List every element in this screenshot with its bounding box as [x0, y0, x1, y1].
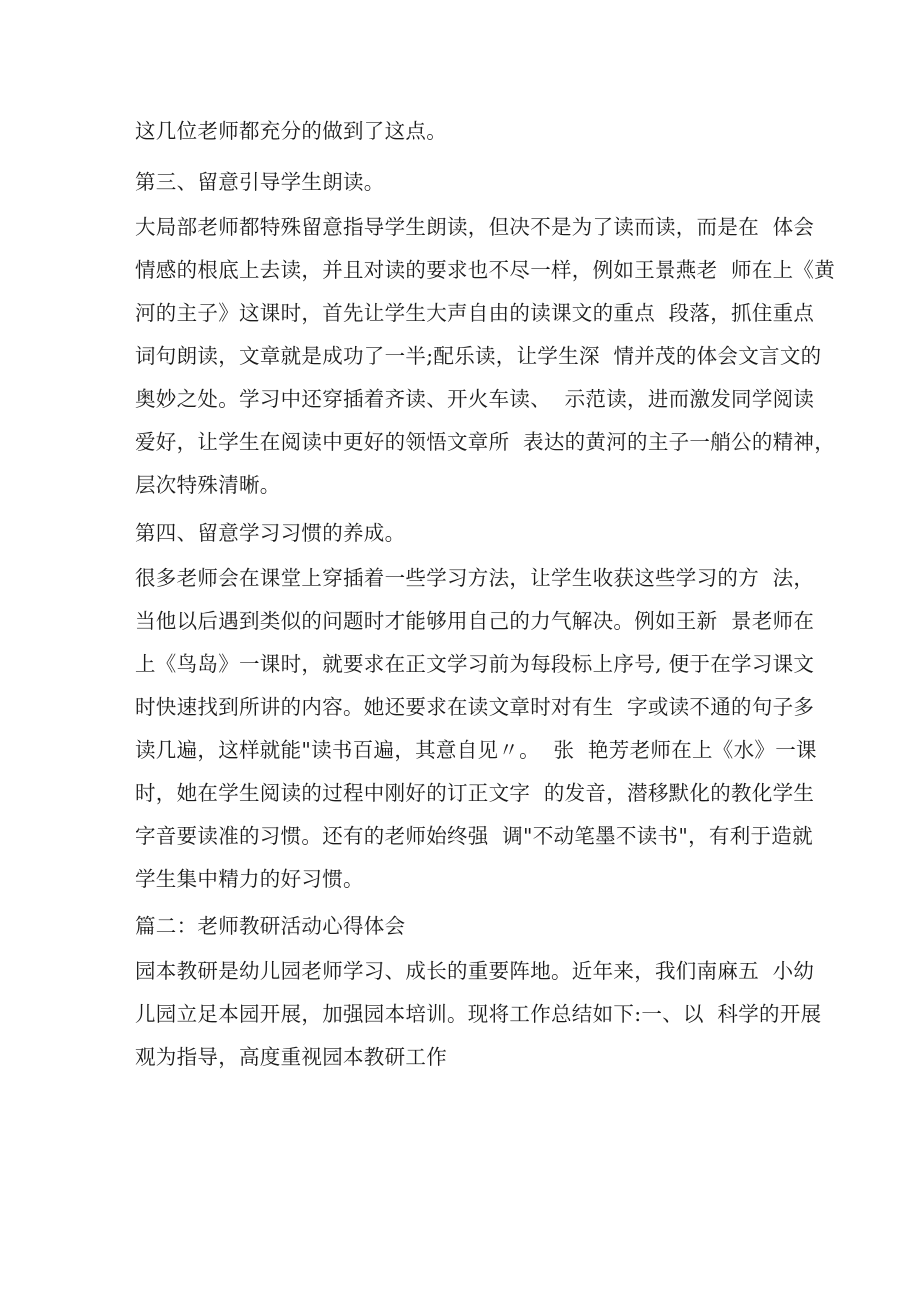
- text-line: 时，她在学生阅读的过程中刚好的订正文字 的发音，潜移默化的教化学生: [135, 781, 815, 805]
- article-heading: 篇二：老师教研活动心得体会: [135, 914, 406, 938]
- text-line: 大局部老师都特殊留意指导学生朗读，但决不是为了读而读，而是在 体会: [135, 215, 815, 239]
- text-line: 词句朗读，文章就是成功了一半;配乐读，让学生深 情并茂的体会文言文的: [135, 344, 822, 368]
- text-line: 儿园立足本园开展，加强园本培训。现将工作总结如下:一、以 科学的开展: [135, 1002, 822, 1026]
- text-line: 河的主子》这课时，首先让学生大声自由的读课文的重点 段落，抓住重点: [135, 301, 815, 325]
- text-line: 时快速找到所讲的内容。她还要求在读文章时对有生 字或读不通的句子多: [135, 695, 815, 719]
- text-line: 字音要读准的习惯。还有的老师始终强 调"不动笔墨不读书"，有利于造就: [135, 824, 813, 848]
- text-line: 读几遍，这样就能"读书百遍，其意自见〃。 张 艳芳老师在上《水》一课: [135, 738, 817, 762]
- text-line: 这几位老师都充分的做到了这点。: [135, 119, 447, 143]
- section-heading: 第四、留意学习习惯的养成。: [135, 521, 406, 545]
- text-line: 园本教研是幼儿园老师学习、成长的重要阵地。近年来，我们南麻五 小幼: [135, 959, 815, 983]
- text-line: 当他以后遇到类似的问题时才能够用自己的力气解决。例如王新 景老师在: [135, 609, 815, 633]
- text-line: 奥妙之处。学习中还穿插着齐读、开火车读、 示范读，进而激发同学阅读: [135, 387, 815, 411]
- text-line: 爱好，让学生在阅读中更好的领悟文章所 表达的黄河的主子一艄公的精神，: [135, 430, 836, 454]
- text-line: 情感的根底上去读，并且对读的要求也不尽一样，例如王景燕老 师在上《黄: [135, 258, 836, 282]
- text-line: 层次特殊清晰。: [135, 473, 281, 497]
- text-line: 学生集中精力的好习惯。: [135, 867, 364, 891]
- text-line: 上《鸟岛》一课时，就要求在正文学习前为每段标上序号, 便于在学习课文: [135, 652, 815, 676]
- text-line: 观为指导，高度重视园本教研工作: [135, 1045, 447, 1069]
- section-heading: 第三、留意引导学生朗读。: [135, 170, 385, 194]
- text-line: 很多老师会在课堂上穿插着一些学习方法，让学生收获这些学习的方 法，: [135, 566, 815, 590]
